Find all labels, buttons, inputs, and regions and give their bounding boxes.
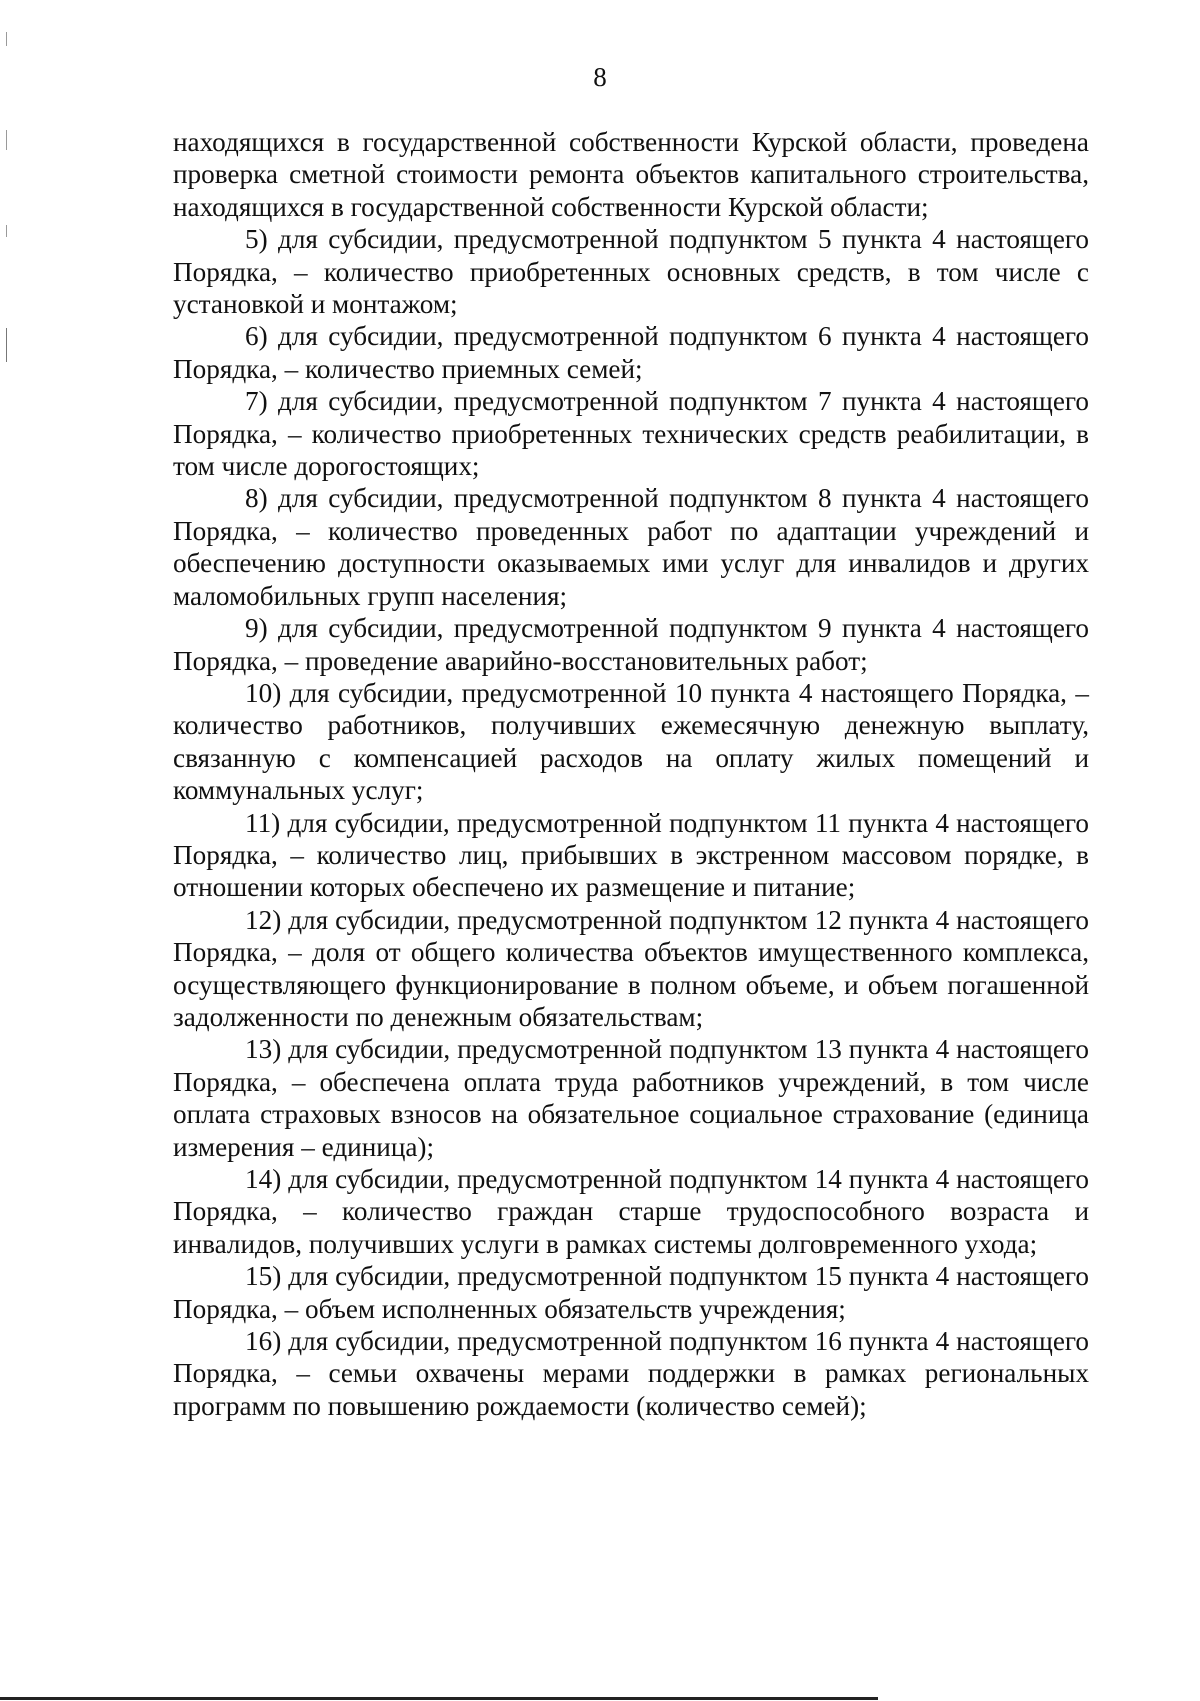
bottom-edge-line	[0, 1697, 878, 1700]
paragraph: 15) для субсидии, предусмотренной подпунктом 15 пункта 4 настоящего Порядка, – объем исполненных обязательств учреждения;	[173, 1261, 1089, 1324]
paragraph: 9) для субсидии, предусмотренной подпунктом 9 пункта 4 настоящего Порядка, – проведение аварийно-восстановительных работ;	[173, 613, 1089, 676]
paragraph: 10) для субсидии, предусмотренной 10 пункта 4 настоящего Порядка, – количество работников, получивших ежемесячную денежную выплату, связанную с компенсацией расходов на оплату жилых помещений и коммунальных услуг;	[173, 677, 1089, 806]
paragraph: 12) для субсидии, предусмотренной подпунктом 12 пункта 4 настоящего Порядка, – доля от общего количества объектов имущественного комплекса, осуществляющего функционирование в полном объеме, и объем погашенной задолженности по денежным обязательствам;	[173, 904, 1089, 1032]
scan-artifact-mark	[6, 328, 7, 362]
paragraph: 5) для субсидии, предусмотренной подпунктом 5 пункта 4 настоящего Порядка, – количество приобретенных основных средств, в том числе с установкой и монтажом;	[173, 224, 1089, 320]
paragraph: находящихся в государственной собственности Курской области, проведена проверка сметной стоимости ремонта объектов капитального строительства, находящихся в государственной собственности Курской области;	[173, 127, 1089, 222]
scan-artifact-mark	[6, 130, 7, 150]
scan-artifact-mark	[6, 32, 7, 46]
paragraph: 16) для субсидии, предусмотренной подпунктом 16 пункта 4 настоящего Порядка, – семьи охвачены мерами поддержки в рамках региональных программ по повышению рождаемости (количество семей);	[173, 1326, 1089, 1421]
page-number: 8	[593, 62, 607, 92]
paragraph: 13) для субсидии, предусмотренной подпунктом 13 пункта 4 настоящего Порядка, – обеспечена оплата труда работников учреждений, в том числе оплата страховых взносов на обязательное социальное страхование (единица измерения – единица);	[173, 1034, 1089, 1162]
scan-artifact-mark	[6, 225, 7, 237]
paragraph: 11) для субсидии, предусмотренной подпунктом 11 пункта 4 настоящего Порядка, – количество лиц, прибывших в экстренном массовом порядке, в отношении которых обеспечено их размещение и питание;	[173, 807, 1089, 903]
document-body	[173, 126, 1089, 1422]
paragraph: 7) для субсидии, предусмотренной подпунктом 7 пункта 4 настоящего Порядка, – количество приобретенных технических средств реабилитации, в том числе дорогостоящих;	[173, 386, 1089, 482]
paragraph: 8) для субсидии, предусмотренной подпунктом 8 пункта 4 настоящего Порядка, – количество проведенных работ по адаптации учреждений и обеспечению доступности оказываемых ими услуг для инвалидов и других маломобильных групп населения;	[173, 483, 1089, 611]
paragraph: 6) для субсидии, предусмотренной подпунктом 6 пункта 4 настоящего Порядка, – количество приемных семей;	[173, 321, 1089, 384]
paragraph: 14) для субсидии, предусмотренной подпунктом 14 пункта 4 настоящего Порядка, – количество граждан старше трудоспособного возраста и инвалидов, получивших услуги в рамках системы долговременного ухода;	[173, 1164, 1089, 1259]
